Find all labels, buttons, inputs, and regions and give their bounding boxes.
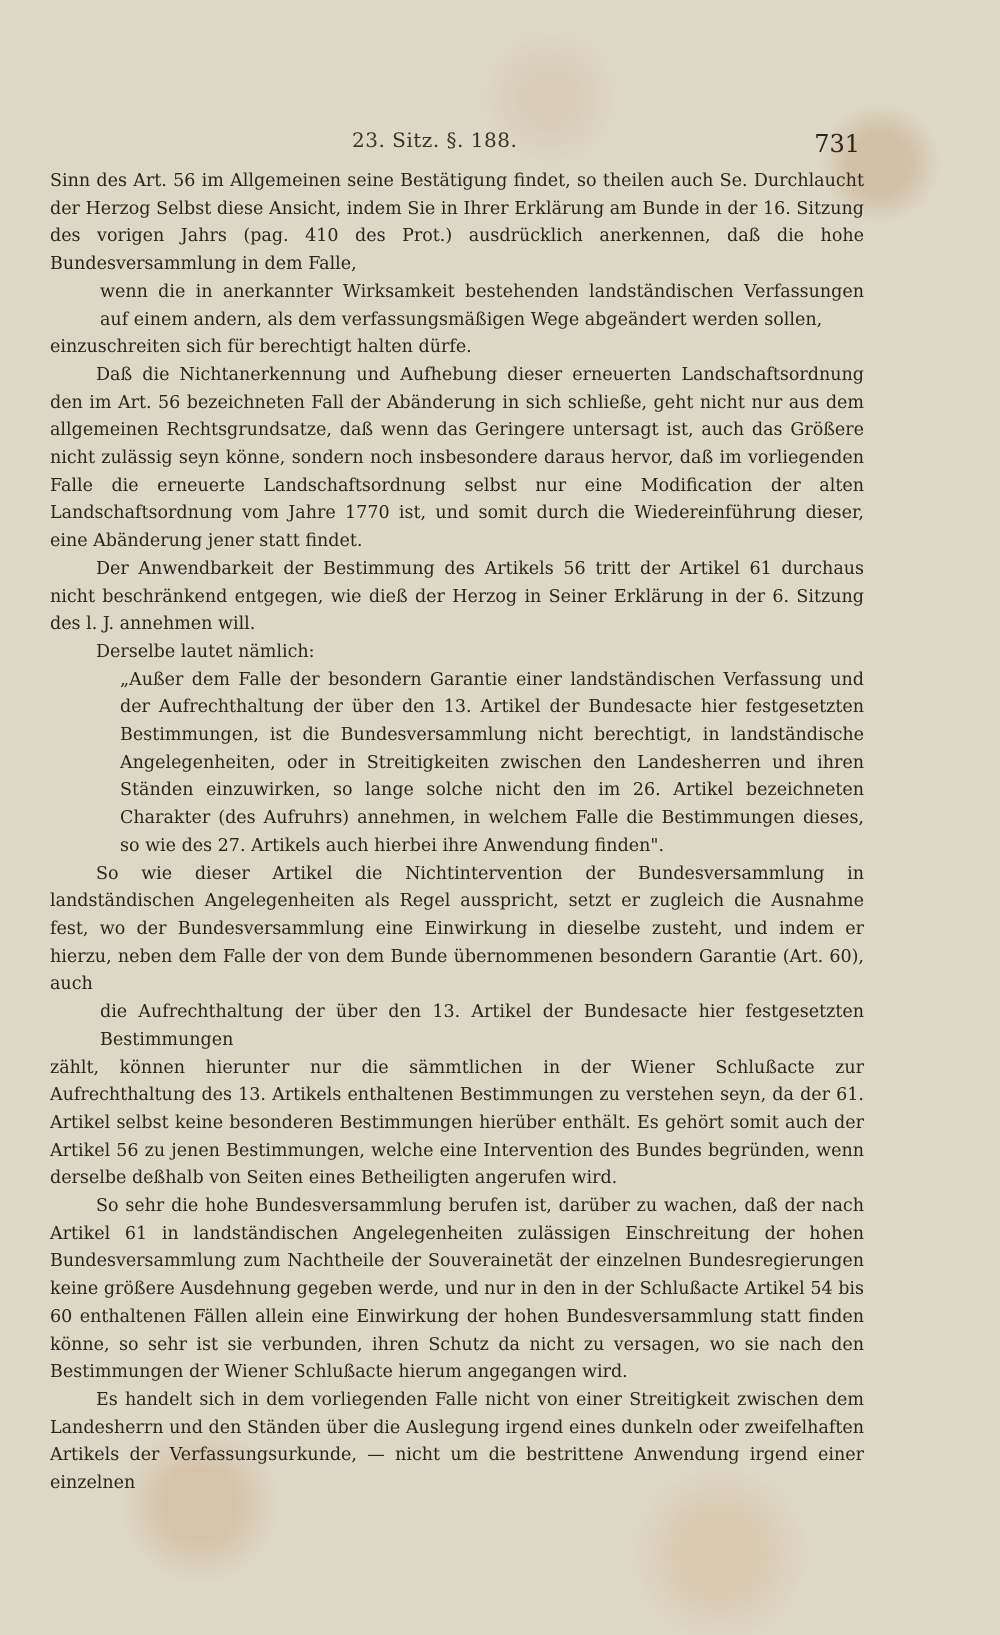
paragraph: Sinn des Art. 56 im Allgemeinen seine Bestätigung findet, so theilen auch Se. Durchlaucht der Herzog Selbst diese Ansicht, indem Sie in Ihrer Erklärung am Bunde in der 16. Sitzung des vorigen Jahrs (pag. 410 des Prot.) ausdrücklich anerkennen, daß die hohe Bundesversammlung in dem Falle,: [50, 171, 864, 275]
running-head: 23. Sitz. §. 188.: [352, 128, 518, 152]
paragraph: zählt, können hierunter nur die sämmtlichen in der Wiener Schlußacte zur Aufrechthaltung des 13. Artikels enthaltenen Bestimmungen zu verstehen seyn, da der 61. Artikel selbst keine besonderen Bestimmungen hierüber enthält. Es gehört somit auch der Artikel 56 zu jenen Bestimmungen, welche eine Intervention des Bundes begründen, wenn derselbe deßhalb von Seiten eines Betheiligten angerufen wird.: [50, 1057, 864, 1189]
page-header: [0, 128, 1000, 168]
paragraph: Der Anwendbarkeit der Bestimmung des Artikels 56 tritt der Artikel 61 durchaus nicht beschränkend entgegen, wie dieß der Herzog in Seiner Erklärung in der 6. Sitzung des l. J. annehmen will.: [50, 558, 864, 635]
paragraph: So wie dieser Artikel die Nichtintervention der Bundesversammlung in landständischen Angelegenheiten als Regel ausspricht, setzt er zugleich die Ausnahme fest, wo der Bundesversammlung eine Einwirkung in dieselbe zusteht, und indem er hierzu, neben dem Falle der von dem Bunde übernommenen besondern Garantie (Art. 60), auch: [50, 863, 864, 995]
paragraph: So sehr die hohe Bundesversammlung berufen ist, darüber zu wachen, daß der nach Artikel 61 in landständischen Angelegenheiten zulässigen Einschreitung der hohen Bundesversammlung zum Nachtheile der Souverainetät der einzelnen Bundesregierungen keine größere Ausdehnung gegeben werde, und nur in den in der Schlußacte Artikel 54 bis 60 enthaltenen Fällen allein eine Einwirkung der hohen Bundesversammlung statt finden könne, so sehr ist sie verbunden, ihren Schutz da nicht zu versagen, wo sie nach den Bestimmungen der Wiener Schlußacte hierum angegangen wird.: [50, 1196, 864, 1383]
paragraph: einzuschreiten sich für berechtigt halten dürfe.: [50, 337, 472, 358]
paragraph: Daß die Nichtanerkennung und Aufhebung dieser erneuerten Landschaftsordnung den im Art. 56 bezeichneten Fall der Abänderung in sich schließe, geht nicht nur aus dem allgemeinen Rechtsgrundsatze, daß wenn das Geringere untersagt ist, auch das Größere nicht zulässig seyn könne, sondern noch insbesondere daraus hervor, daß im vorliegenden Falle die erneuerte Landschaftsordnung selbst nur eine Modification der alten Landschaftsordnung vom Jahre 1770 ist, und somit durch die Wiedereinführung dieser, eine Abänderung jener statt findet.: [50, 364, 864, 552]
body-text: [50, 168, 864, 1498]
quoted-condition: die Aufrechthaltung der über den 13. Artikel der Bundesacte hier festgesetzten Bestimmungen: [100, 1002, 864, 1050]
quoted-article: „Außer dem Falle der besondern Garantie einer landständischen Verfassung und der Aufrechthaltung der über den 13. Artikel der Bundesacte hier festgesetzten Bestimmungen, ist die Bundesversammlung nicht berechtigt, in landständische Angelegenheiten, oder in Streitigkeiten zwischen den Landesherren und ihren Ständen einzuwirken, so lange solche nicht den im 26. Artikel bezeichneten Charakter (des Aufruhrs) annehmen, in welchem Falle die Bestimmungen dieses, so wie des 27. Artikels auch hierbei ihre Anwendung finden".: [120, 669, 864, 856]
quoted-condition: wenn die in anerkannter Wirksamkeit bestehenden landständischen Verfassungen auf einem andern, als dem verfassungsmäßigen Wege abgeändert werden sollen,: [100, 281, 864, 330]
page-number: 731: [814, 130, 860, 158]
paragraph: Es handelt sich in dem vorliegenden Falle nicht von einer Streitigkeit zwischen dem Landesherrn und den Ständen über die Auslegung irgend eines dunkeln oder zweifelhaften Artikels der Verfassungsurkunde, — nicht um die bestrittene Anwendung irgend einer einzelnen: [50, 1389, 864, 1494]
paragraph: Derselbe lautet nämlich:: [96, 641, 315, 662]
